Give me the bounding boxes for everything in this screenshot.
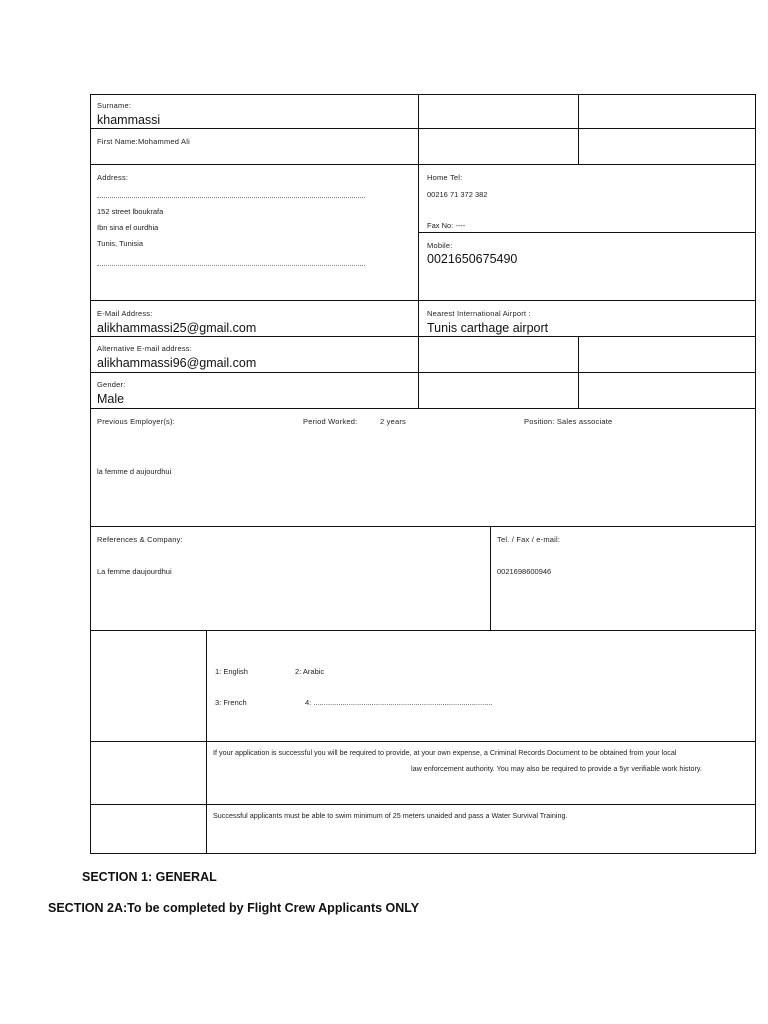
swim-cell — [206, 804, 756, 854]
swim-note: Successful applicants must be able to swim minimum of 25 meters unaided and pass a Water Survival Training. — [213, 811, 568, 820]
first-name-field: First Name:Mohammed Ali — [97, 137, 190, 146]
first-name-cell[interactable] — [90, 128, 420, 166]
blank-cell-r2c3[interactable] — [578, 128, 756, 166]
references-label: References & Company: — [97, 535, 183, 544]
application-form — [90, 94, 756, 854]
employer-name: la femme d aujourdhui — [97, 467, 172, 476]
blank-cell-r2c2[interactable] — [418, 128, 580, 166]
period-worked-label: Period Worked: — [303, 417, 358, 426]
address-dotline-bottom — [97, 265, 365, 266]
home-tel-label: Home Tel: — [427, 173, 463, 182]
home-tel-cell[interactable] — [418, 164, 756, 234]
address-dotline-top — [97, 197, 365, 198]
airport-label: Nearest International Airport : — [427, 309, 531, 318]
criminal-records-cell — [206, 741, 756, 806]
language-3: 3: French — [215, 698, 247, 707]
previous-employer-cell[interactable] — [90, 408, 756, 528]
position-field: Position: Sales associate — [524, 417, 613, 426]
language-1: 1: English — [215, 667, 248, 676]
previous-employer-label: Previous Employer(s): — [97, 417, 175, 426]
blank-cell-gender-c2[interactable] — [418, 372, 580, 410]
gender-label: Gender: — [97, 380, 126, 389]
mobile-cell[interactable] — [418, 232, 756, 302]
reference-contact-cell[interactable] — [490, 526, 756, 632]
section-2a-heading: SECTION 2A:To be completed by Flight Crew Applicants ONLY — [48, 901, 420, 915]
criminal-records-note-line1: If your application is successful you will be required to provide, at your own expense, a Criminal Records Document to be obtained from your local — [213, 748, 677, 757]
address-line-3: Tunis, Tunisia — [97, 239, 143, 248]
references-cell[interactable] — [90, 526, 492, 632]
swim-side-cell — [90, 804, 208, 854]
section-1-heading: SECTION 1: GENERAL — [82, 870, 217, 884]
reference-company: La femme daujourdhui — [97, 567, 172, 576]
criminal-side-cell — [90, 741, 208, 806]
address-label: Address: — [97, 173, 129, 182]
blank-cell-alt-c2[interactable] — [418, 336, 580, 374]
email-cell[interactable] — [90, 300, 420, 338]
language-2: 2: Arabic — [295, 667, 325, 676]
surname-cell[interactable] — [90, 94, 420, 130]
address-line-2: Ibn sina el ourdhia — [97, 223, 159, 232]
alt-email-value: alikhammassi96@gmail.com — [97, 356, 257, 370]
alt-email-label: Alternative E-mail address: — [97, 344, 193, 353]
address-cell[interactable] — [90, 164, 420, 302]
period-worked-value: 2 years — [380, 417, 406, 426]
criminal-records-note-line2: law enforcement authority. You may also be required to provide a 5yr verifiable work history. — [411, 764, 702, 773]
gender-value: Male — [97, 392, 125, 406]
reference-contact-value: 0021698600946 — [497, 567, 552, 576]
blank-cell-alt-c3[interactable] — [578, 336, 756, 374]
language-4: 4: ...................................................................................... — [305, 698, 493, 707]
gender-cell[interactable] — [90, 372, 420, 410]
languages-side-cell — [90, 630, 208, 743]
email-label: E-Mail Address: — [97, 309, 153, 318]
languages-cell[interactable] — [206, 630, 756, 743]
blank-cell-r1c2[interactable] — [418, 94, 580, 130]
address-line-1: 152 street lboukrafa — [97, 207, 164, 216]
surname-label: Surname: — [97, 101, 132, 110]
blank-cell-gender-c3[interactable] — [578, 372, 756, 410]
home-tel-value: 00216 71 372 382 — [427, 190, 488, 199]
fax-field: Fax No: ---- — [427, 221, 466, 230]
reference-contact-label: Tel. / Fax / e-mail: — [497, 535, 561, 544]
alt-email-cell[interactable] — [90, 336, 420, 374]
surname-value: khammassi — [97, 113, 161, 127]
airport-cell[interactable] — [418, 300, 756, 338]
email-value: alikhammassi25@gmail.com — [97, 321, 257, 335]
mobile-label: Mobile: — [427, 241, 453, 250]
airport-value: Tunis carthage airport — [427, 321, 549, 335]
blank-cell-r1c3[interactable] — [578, 94, 756, 130]
mobile-value: 0021650675490 — [427, 252, 518, 266]
